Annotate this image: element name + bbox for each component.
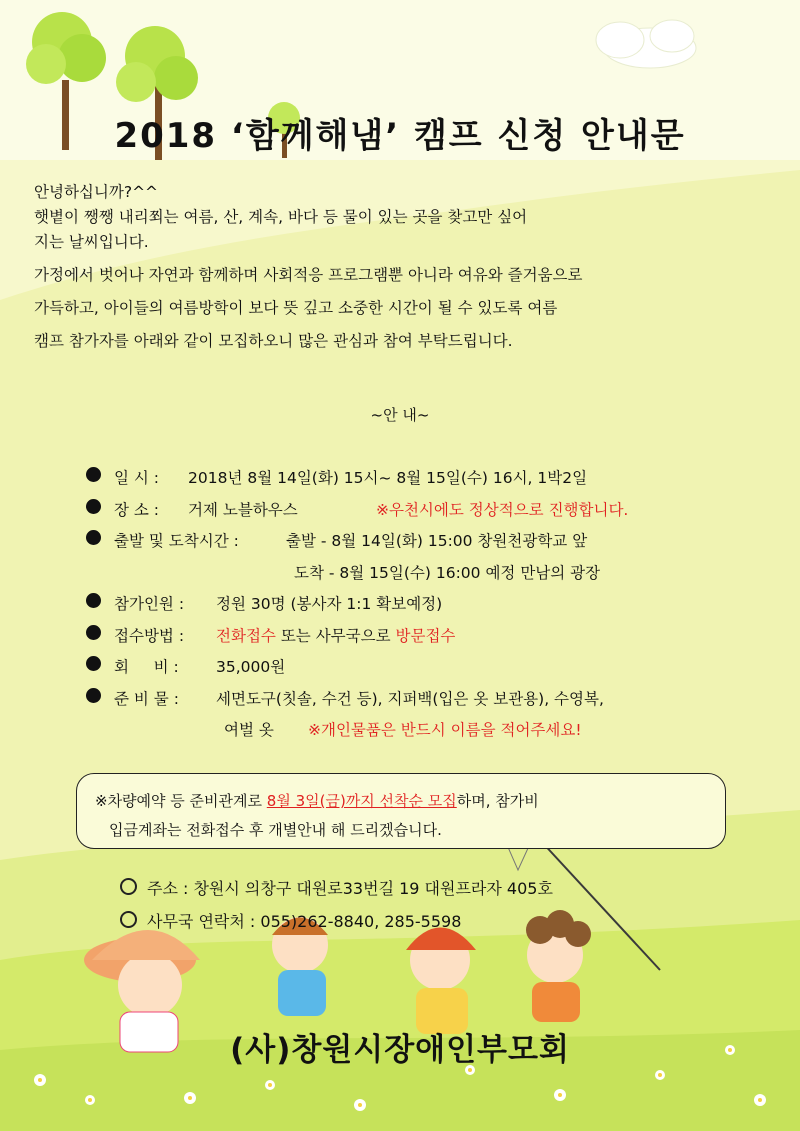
page-title: 2018 ‘함께해냄’ 캠프 신청 안내문 [114,116,686,156]
info-label: 일 시 : [114,469,160,487]
info-label: 참가인원 : [114,595,185,613]
info-value [216,624,455,646]
contact-address [120,876,553,909]
info-value: 거제 노블하우스 [188,500,298,519]
bullet-icon [86,656,101,671]
notice-box [76,773,726,849]
info-row-items [86,687,776,719]
info-label: 장 소 : [114,500,160,519]
notice-prefix: ※차량예약 등 준비관계로 [95,792,267,810]
rain-notice: ※우천시에도 정상적으로 진행합니다. [376,500,629,519]
bullet-icon [86,688,101,703]
intro-paragraph [34,180,774,354]
items-notice: ※개인물품은 반드시 이름을 적어주세요! [308,721,582,739]
notice-suffix: 하며, 참가비 [456,792,539,810]
bullet-icon [86,530,101,545]
bullet-icon [86,593,101,608]
info-value: 세면도구(칫솔, 수건 등), 지퍼백(입은 옷 보관용), 수영복, [216,689,604,708]
info-row-time [86,529,776,561]
circle-bullet-icon [120,878,137,895]
info-row-fee [86,655,776,687]
bullet-icon [86,467,101,482]
contact-phone [120,909,553,942]
method-or: 또는 사무국으로 [275,626,396,645]
bullet-icon [86,499,101,514]
info-row-people [86,592,776,624]
notice-line: 입금계좌는 전화접수 후 개별안내 해 드리겠습니다. [109,821,442,839]
method-visit: 방문접수 [395,626,456,645]
circle-bullet-icon [120,911,137,928]
method-phone: 전화접수 [216,626,276,645]
info-row-time-arrive [86,561,776,593]
contact-info [120,876,553,942]
info-row-date [86,466,776,498]
greeting: 안녕하십니까?^^ [34,183,159,201]
info-list [86,466,776,750]
guide-heading: ~안 내~ [370,406,430,424]
info-value: 2018년 8월 14일(화) 15시~ 8월 15일(수) 16시, 1박2일 [188,469,588,487]
info-value: 도착 - 8월 15일(수) 16:00 예정 만남의 광장 [294,563,601,582]
intro-line: 가정에서 벗어나 자연과 함께하며 사회적응 프로그램뿐 아니라 여유와 즐거움으로 [34,266,583,284]
organization-name: (사)창원시장애인부모회 [230,1032,570,1068]
phone-text: 사무국 연락처 : 055)262-8840, 285-5598 [147,912,462,931]
info-value: 출발 - 8월 14일(화) 15:00 창원천광학교 앞 [286,532,588,550]
info-row-items-2 [86,718,776,750]
info-value: 35,000원 [216,658,286,676]
info-value: 여벌 옷 [224,721,274,739]
info-label: 출발 및 도착시간 : [114,532,239,550]
notice-deadline: 8월 3일(금)까지 선착순 모집 [266,792,457,810]
address-text: 주소 : 창원시 의창구 대원로33번길 19 대원프라자 405호 [147,879,553,898]
bullet-icon [86,625,101,640]
intro-line: 햇볕이 쨍쨍 내리쬐는 여름, 산, 계속, 바다 등 물이 있는 곳을 찾고만 싶어 [34,208,528,226]
info-row-place [86,498,776,530]
info-label: 접수방법 : [114,626,185,645]
intro-line: 지는 날씨입니다. [34,233,149,251]
notice-line [95,787,725,816]
info-label: 준 비 물 : [114,689,179,708]
info-label: 회 비 : [114,658,179,676]
info-row-method [86,624,776,656]
intro-line: 가득하고, 아이들의 여름방학이 보다 뜻 깊고 소중한 시간이 될 수 있도록 여름 [34,299,558,317]
info-value: 정원 30명 (봉사자 1:1 확보예정) [216,595,443,613]
intro-line: 캠프 참가자를 아래와 같이 모집하오니 많은 관심과 참여 부탁드립니다. [34,332,513,350]
